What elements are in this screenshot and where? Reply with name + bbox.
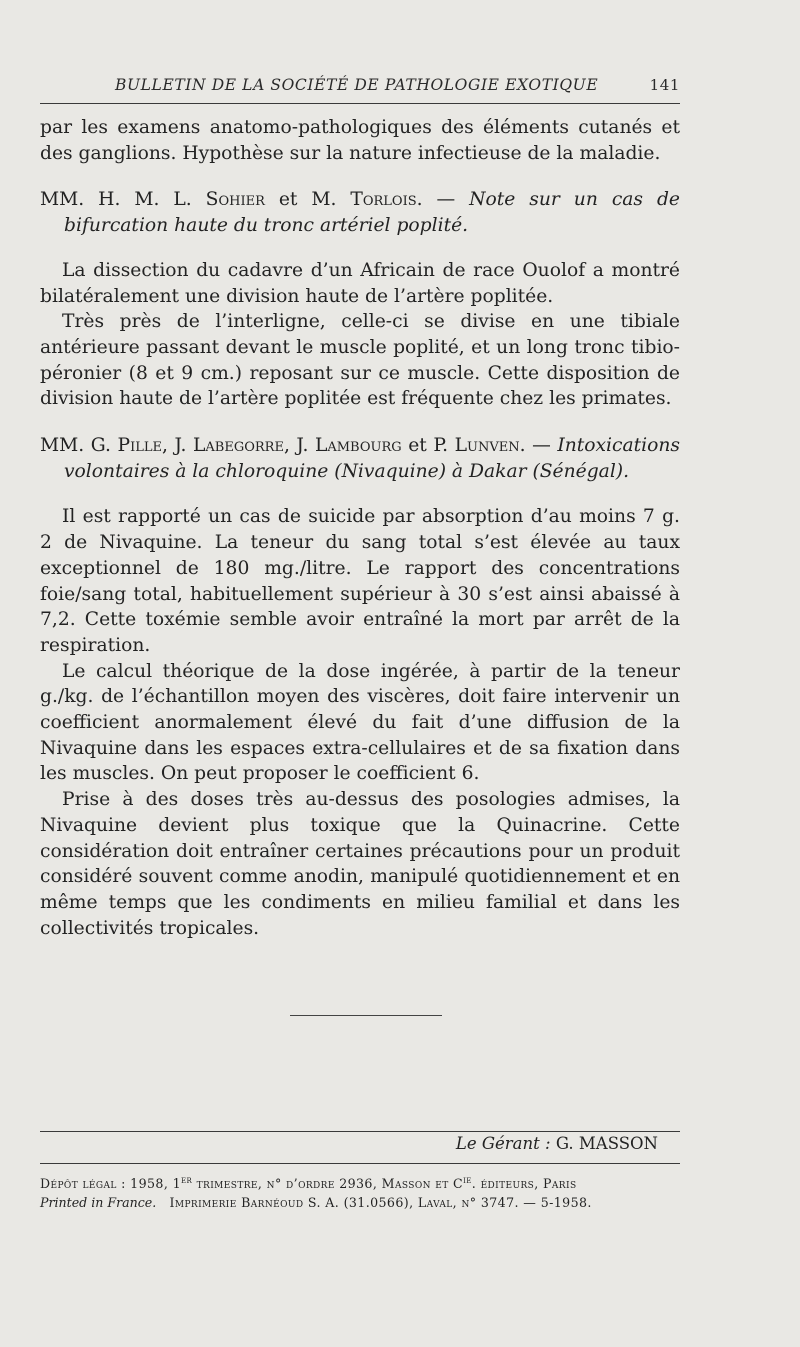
- article1-author2: Torlois: [350, 189, 417, 211]
- article2-paragraph2: Le calcul théorique de la dose ingérée, à partir de la teneur g./kg. de l’échantillon moyen des viscères, doit faire intervenir un coefficient anormalement élevé du fait d’une diffusion de la Nivaquine dans les espaces extra-cellulaires et de sa fixation dans les muscles. On peut proposer le coefficient 6.: [40, 660, 680, 785]
- article2-sep1: , J.: [161, 435, 193, 457]
- article2-sep3: et P.: [401, 435, 455, 457]
- article2-paragraph3: Prise à des doses très au-dessus des posologies admises, la Nivaquine devient plus toxique que la Quinacrine. Cette considération doit entraîner certaines précautions pour un produit considéré souvent comme anodin, manipulé quotidiennement et en même temps que les condiments en milieu familial et dans les collectivités tropicales.: [40, 789, 680, 939]
- article1-prefix: MM. H. M. L.: [40, 189, 206, 211]
- article1-title: Note sur un cas de bifurcation haute du tronc artériel poplité.: [64, 189, 680, 237]
- imprint-line1-c: . éditeurs, Paris: [471, 1176, 577, 1192]
- imprint-line1: [40, 1171, 690, 1193]
- gerant-label: Le Gérant :: [455, 1134, 551, 1153]
- article2-author3: Lambourg: [314, 435, 402, 457]
- gerant-line: [40, 1131, 658, 1153]
- article1-heading: [40, 187, 680, 238]
- imprint-line1-b: trimestre, n° d’ordre 2936, Masson et C: [192, 1176, 464, 1192]
- article1-paragraph1: La dissection du cadavre d’un Africain de race Ouolof a montré bilatéralement une division haute de l’artère poplitée.: [40, 259, 680, 307]
- journal-title: BULLETIN DE LA SOCIÉTÉ DE PATHOLOGIE EXOTIQUE: [115, 76, 599, 94]
- article2-author2: Labegorre: [192, 435, 284, 457]
- running-header: [40, 72, 680, 100]
- article2-title-part1: Intoxications volontaires à la chloroquine (: [64, 435, 680, 482]
- article2-author1: Pille: [117, 435, 162, 457]
- imprint-line1-a: Dépôt légal : 1958, 1: [40, 1176, 182, 1192]
- body-text: [40, 115, 680, 941]
- end-rule: [290, 1015, 442, 1016]
- footer-rule-bottom: [40, 1163, 680, 1164]
- article2-sep2: , J.: [283, 435, 315, 457]
- article1-dash: . —: [416, 189, 470, 211]
- article2-dash: . —: [519, 435, 558, 457]
- article1-paragraph2: Très près de l’interligne, celle-ci se divise en une tibiale antérieure passant devant le muscle poplité, et un long tronc tibio-péronier (8 et 9 cm.) reposant sur ce muscle. Cette disposition de division haute de l’artère poplitée est fréquente chez les primates.: [40, 311, 680, 410]
- article2-prefix: MM. G.: [40, 435, 118, 457]
- article2-title-part2: ) à Dakar (Sénégal).: [438, 460, 630, 482]
- imprint-line1-sup2: ie: [463, 1174, 472, 1186]
- page-number: 141: [649, 76, 680, 94]
- imprint-line2: [40, 1193, 690, 1212]
- imprint: [40, 1171, 690, 1212]
- article2-paragraph1: Il est rapporté un cas de suicide par absorption d’au moins 7 g. 2 de Nivaquine. La teneur du sang total s’est élevée au taux exceptionnel de 180 mg./litre. Le rapport des concentrations foie/sang total, habituellement supérieur à 30 s’est ainsi abaissé à 7,2. Cette toxémie semble avoir entraîné la mort par arrêt de la respiration.: [40, 506, 680, 656]
- article2-title-drug: Nivaquine: [341, 460, 439, 482]
- article2-heading: [40, 433, 680, 484]
- imprint-line2-rest: Imprimerie Barnéoud S. A. (31.0566), Laval, n° 3747. — 5-1958.: [156, 1195, 592, 1211]
- article1-author1: Sohier: [205, 189, 265, 211]
- header-rule: [40, 103, 680, 104]
- article1-between: et M.: [264, 189, 351, 211]
- gerant-name: G. MASSON: [550, 1134, 658, 1153]
- article2-author4: Lunven: [454, 435, 520, 457]
- printed-in-france: Printed in France.: [40, 1195, 157, 1211]
- continuation-paragraph: par les examens anatomo-pathologiques des éléments cutanés et des ganglions. Hypothèse sur la nature infectieuse de la maladie.: [40, 117, 680, 164]
- imprint-line1-sup1: er: [181, 1174, 193, 1186]
